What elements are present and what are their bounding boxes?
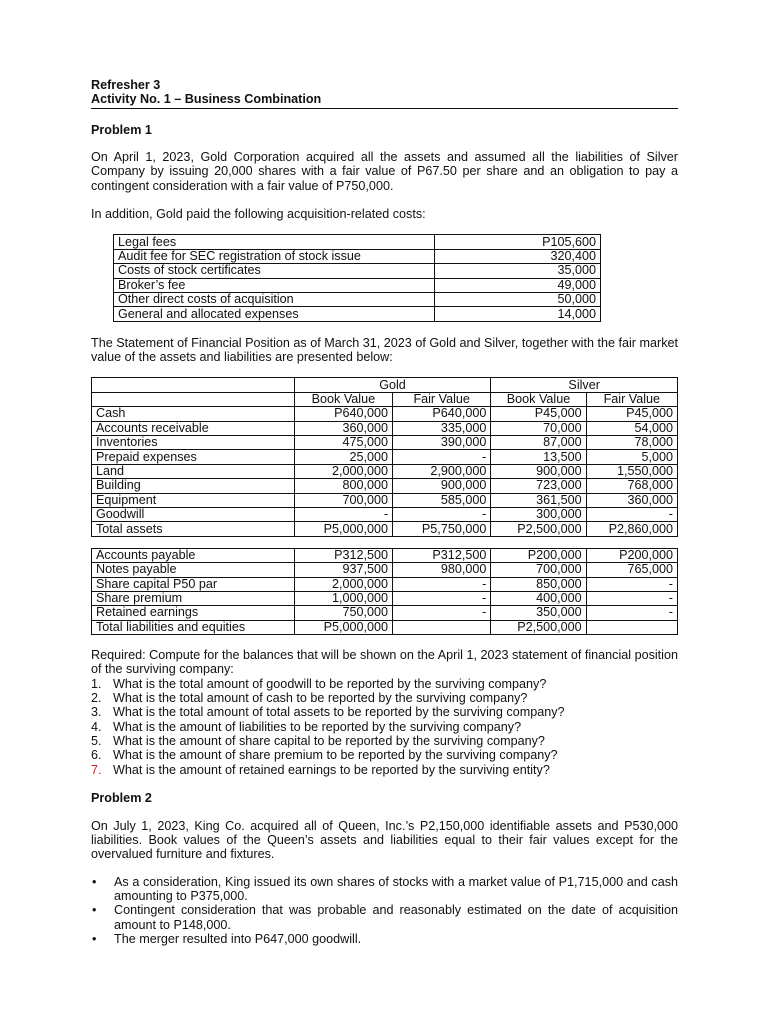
liability-row bbox=[92, 591, 678, 605]
cost-amount: 14,000 bbox=[435, 307, 601, 321]
gold-book-value-cell: 800,000 bbox=[294, 479, 392, 493]
cost-amount: 35,000 bbox=[435, 264, 601, 278]
bullet-text: Contingent consideration that was probable and reasonably estimated on the date of acquisition amount to P148,000. bbox=[114, 903, 678, 932]
question-item bbox=[91, 691, 678, 705]
gold-book-value-cell: 2,000,000 bbox=[294, 577, 392, 591]
gold-book-value-cell: P5,000,000 bbox=[294, 620, 392, 634]
silver-book-value-cell: P2,500,000 bbox=[491, 522, 586, 536]
bullet-marker: • bbox=[92, 931, 97, 946]
gold-fair-value-cell: - bbox=[393, 450, 491, 464]
gap-cell bbox=[393, 536, 491, 548]
cost-row bbox=[114, 264, 601, 278]
bullet-item bbox=[91, 932, 678, 946]
problem1-title: Problem 1 bbox=[91, 122, 152, 137]
cost-row bbox=[114, 307, 601, 321]
cost-amount: P105,600 bbox=[435, 235, 601, 249]
gold-book-value-cell: 700,000 bbox=[294, 493, 392, 507]
gold-fair-value-cell: 390,000 bbox=[393, 436, 491, 450]
sfp-intro: The Statement of Financial Position as of March 31, 2023 of Gold and Silver, together with the fair market value of the assets and liabilities are presented below: bbox=[91, 335, 678, 365]
cost-label: Broker’s fee bbox=[114, 278, 435, 292]
gold-book-value-cell: P640,000 bbox=[294, 407, 392, 421]
gold-book-value-cell: P5,000,000 bbox=[294, 522, 392, 536]
row-label: Goodwill bbox=[92, 507, 295, 521]
gap-cell bbox=[586, 536, 677, 548]
silver-fair-value-cell: P200,000 bbox=[586, 548, 677, 562]
cost-amount: 49,000 bbox=[435, 278, 601, 292]
question-number: 5. bbox=[91, 734, 102, 749]
gold-fair-value-cell: P5,750,000 bbox=[393, 522, 491, 536]
question-number: 6. bbox=[91, 748, 102, 763]
bullet-marker: • bbox=[92, 874, 97, 889]
gold-book-value-cell: P312,500 bbox=[294, 548, 392, 562]
silver-fair-value-cell: P2,860,000 bbox=[586, 522, 677, 536]
row-label: Notes payable bbox=[92, 563, 295, 577]
required-questions-list bbox=[91, 677, 678, 777]
cost-amount: 320,400 bbox=[435, 249, 601, 263]
cost-label: Audit fee for SEC registration of stock issue bbox=[114, 249, 435, 263]
row-label: Cash bbox=[92, 407, 295, 421]
gap-cell bbox=[491, 536, 586, 548]
row-label: Share capital P50 par bbox=[92, 577, 295, 591]
question-item bbox=[91, 748, 678, 762]
question-text: What is the total amount of goodwill to be reported by the surviving company? bbox=[113, 676, 547, 691]
gap-cell bbox=[92, 536, 295, 548]
cost-row bbox=[114, 292, 601, 306]
question-item bbox=[91, 763, 678, 777]
question-text: What is the total amount of cash to be reported by the surviving company? bbox=[113, 691, 528, 706]
silver-book-value-cell: 13,500 bbox=[491, 450, 586, 464]
bullet-item bbox=[91, 903, 678, 932]
row-label: Inventories bbox=[92, 436, 295, 450]
row-label: Total liabilities and equities bbox=[92, 620, 295, 634]
gold-fair-value-cell: - bbox=[393, 507, 491, 521]
cost-label: Legal fees bbox=[114, 235, 435, 249]
gold-book-value-cell: 475,000 bbox=[294, 436, 392, 450]
cost-row bbox=[114, 235, 601, 249]
question-item bbox=[91, 720, 678, 734]
silver-fair-value-cell: - bbox=[586, 606, 677, 620]
asset-row bbox=[92, 493, 678, 507]
silver-fair-value-cell: 1,550,000 bbox=[586, 464, 677, 478]
row-label: Total assets bbox=[92, 522, 295, 536]
cost-amount: 50,000 bbox=[435, 292, 601, 306]
gold-book-value-cell: 360,000 bbox=[294, 421, 392, 435]
question-text: What is the amount of share premium to be reported by the surviving company? bbox=[113, 748, 558, 763]
gold-book-value-cell: 2,000,000 bbox=[294, 464, 392, 478]
asset-row bbox=[92, 522, 678, 536]
silver-book-value-cell: 87,000 bbox=[491, 436, 586, 450]
silver-fair-value-header: Fair Value bbox=[586, 392, 677, 406]
question-item bbox=[91, 677, 678, 691]
silver-book-value-cell: 850,000 bbox=[491, 577, 586, 591]
problem2-bullet-list bbox=[91, 875, 678, 947]
silver-book-value-cell: 70,000 bbox=[491, 421, 586, 435]
liability-row bbox=[92, 620, 678, 634]
gold-fair-value-cell bbox=[393, 620, 491, 634]
gold-book-value-cell: 937,500 bbox=[294, 563, 392, 577]
silver-fair-value-cell: 54,000 bbox=[586, 421, 677, 435]
silver-fair-value-cell: - bbox=[586, 577, 677, 591]
question-item bbox=[91, 734, 678, 748]
cost-label: Other direct costs of acquisition bbox=[114, 292, 435, 306]
financial-position-table bbox=[91, 377, 678, 635]
question-number: 7. bbox=[91, 762, 102, 777]
question-number: 3. bbox=[91, 705, 102, 720]
row-label: Retained earnings bbox=[92, 606, 295, 620]
row-label: Share premium bbox=[92, 591, 295, 605]
bullet-item bbox=[91, 875, 678, 904]
row-label: Prepaid expenses bbox=[92, 450, 295, 464]
silver-book-value-cell: P200,000 bbox=[491, 548, 586, 562]
gold-fair-value-cell: P312,500 bbox=[393, 548, 491, 562]
silver-fair-value-cell: - bbox=[586, 591, 677, 605]
cost-label: General and allocated expenses bbox=[114, 307, 435, 321]
gold-fair-value-cell: 585,000 bbox=[393, 493, 491, 507]
question-text: What is the amount of share capital to be reported by the surviving company? bbox=[113, 734, 545, 749]
silver-book-value-cell: 700,000 bbox=[491, 563, 586, 577]
acquisition-costs-table bbox=[113, 234, 601, 321]
silver-book-value-cell: P2,500,000 bbox=[491, 620, 586, 634]
question-text: What is the amount of liabilities to be reported by the surviving company? bbox=[113, 719, 522, 734]
gold-book-value-cell: - bbox=[294, 507, 392, 521]
silver-book-value-cell: P45,000 bbox=[491, 407, 586, 421]
blank-corner-cell bbox=[92, 378, 295, 392]
document-page bbox=[91, 78, 678, 946]
gold-fair-value-cell: 2,900,000 bbox=[393, 464, 491, 478]
gold-fair-value-cell: - bbox=[393, 577, 491, 591]
silver-group-header: Silver bbox=[491, 378, 678, 392]
gold-fair-value-cell: - bbox=[393, 591, 491, 605]
gold-book-value-cell: 750,000 bbox=[294, 606, 392, 620]
silver-fair-value-cell: 5,000 bbox=[586, 450, 677, 464]
gold-fair-value-cell: 335,000 bbox=[393, 421, 491, 435]
silver-fair-value-cell: 360,000 bbox=[586, 493, 677, 507]
header-line-2: Activity No. 1 – Business Combination bbox=[91, 92, 678, 108]
question-number: 4. bbox=[91, 719, 102, 734]
bullet-text: The merger resulted into P647,000 goodwill. bbox=[114, 931, 362, 946]
gold-fair-value-header: Fair Value bbox=[393, 392, 491, 406]
cost-label: Costs of stock certificates bbox=[114, 264, 435, 278]
silver-book-value-cell: 900,000 bbox=[491, 464, 586, 478]
question-text: What is the total amount of total assets to be reported by the surviving company? bbox=[113, 705, 565, 720]
silver-fair-value-cell: P45,000 bbox=[586, 407, 677, 421]
asset-row bbox=[92, 436, 678, 450]
silver-fair-value-cell: 78,000 bbox=[586, 436, 677, 450]
silver-fair-value-cell bbox=[586, 620, 677, 634]
row-label: Accounts receivable bbox=[92, 421, 295, 435]
asset-row bbox=[92, 421, 678, 435]
bullet-text: As a consideration, King issued its own shares of stocks with a market value of P1,715,000 and cash amounting to P375,000. bbox=[114, 874, 678, 903]
row-label: Accounts payable bbox=[92, 548, 295, 562]
asset-row bbox=[92, 464, 678, 478]
liability-row bbox=[92, 606, 678, 620]
liability-row bbox=[92, 563, 678, 577]
row-label: Land bbox=[92, 464, 295, 478]
blank-corner-cell bbox=[92, 392, 295, 406]
silver-fair-value-cell: - bbox=[586, 507, 677, 521]
silver-fair-value-cell: 765,000 bbox=[586, 563, 677, 577]
asset-row bbox=[92, 450, 678, 464]
gold-fair-value-cell: 900,000 bbox=[393, 479, 491, 493]
gold-book-value-cell: 1,000,000 bbox=[294, 591, 392, 605]
question-number: 1. bbox=[91, 676, 102, 691]
costs-intro: In addition, Gold paid the following acquisition-related costs: bbox=[91, 207, 426, 222]
asset-row bbox=[92, 479, 678, 493]
silver-book-value-cell: 361,500 bbox=[491, 493, 586, 507]
column-header-row bbox=[92, 392, 678, 406]
silver-book-value-cell: 723,000 bbox=[491, 479, 586, 493]
bullet-marker: • bbox=[92, 903, 97, 918]
group-header-row bbox=[92, 378, 678, 392]
asset-row bbox=[92, 407, 678, 421]
gold-book-value-header: Book Value bbox=[294, 392, 392, 406]
liability-row bbox=[92, 577, 678, 591]
problem2-intro: On July 1, 2023, King Co. acquired all of Queen, Inc.’s P2,150,000 identifiable assets and P530,000 liabilities. Book values of the Queen’s assets and liabilities equal to their fair values except for the overvalued furniture and fixtures. bbox=[91, 818, 678, 862]
gold-fair-value-cell: P640,000 bbox=[393, 407, 491, 421]
row-label: Equipment bbox=[92, 493, 295, 507]
problem1-intro: On April 1, 2023, Gold Corporation acquired all the assets and assumed all the liabilities of Silver Company by issuing 20,000 shares with a fair value of P67.50 per share and an obligation to pay a contingent consideration with a fair value of P750,000. bbox=[91, 150, 678, 193]
gold-book-value-cell: 25,000 bbox=[294, 450, 392, 464]
header-line-1: Refresher 3 bbox=[91, 78, 161, 92]
cost-row bbox=[114, 249, 601, 263]
question-number: 2. bbox=[91, 691, 102, 706]
asset-row bbox=[92, 507, 678, 521]
question-item bbox=[91, 705, 678, 719]
problem2-title: Problem 2 bbox=[91, 791, 152, 806]
gold-fair-value-cell: 980,000 bbox=[393, 563, 491, 577]
required-intro: Required: Compute for the balances that will be shown on the April 1, 2023 statement of financial position of the surviving company: bbox=[91, 648, 678, 677]
gold-group-header: Gold bbox=[294, 378, 491, 392]
silver-book-value-cell: 350,000 bbox=[491, 606, 586, 620]
question-text: What is the amount of retained earnings to be reported by the surviving entity? bbox=[113, 762, 550, 777]
gap-cell bbox=[294, 536, 392, 548]
silver-book-value-cell: 300,000 bbox=[491, 507, 586, 521]
silver-book-value-header: Book Value bbox=[491, 392, 586, 406]
gold-fair-value-cell: - bbox=[393, 606, 491, 620]
silver-fair-value-cell: 768,000 bbox=[586, 479, 677, 493]
liability-row bbox=[92, 548, 678, 562]
row-label: Building bbox=[92, 479, 295, 493]
cost-row bbox=[114, 278, 601, 292]
silver-book-value-cell: 400,000 bbox=[491, 591, 586, 605]
table-gap-row bbox=[92, 536, 678, 548]
